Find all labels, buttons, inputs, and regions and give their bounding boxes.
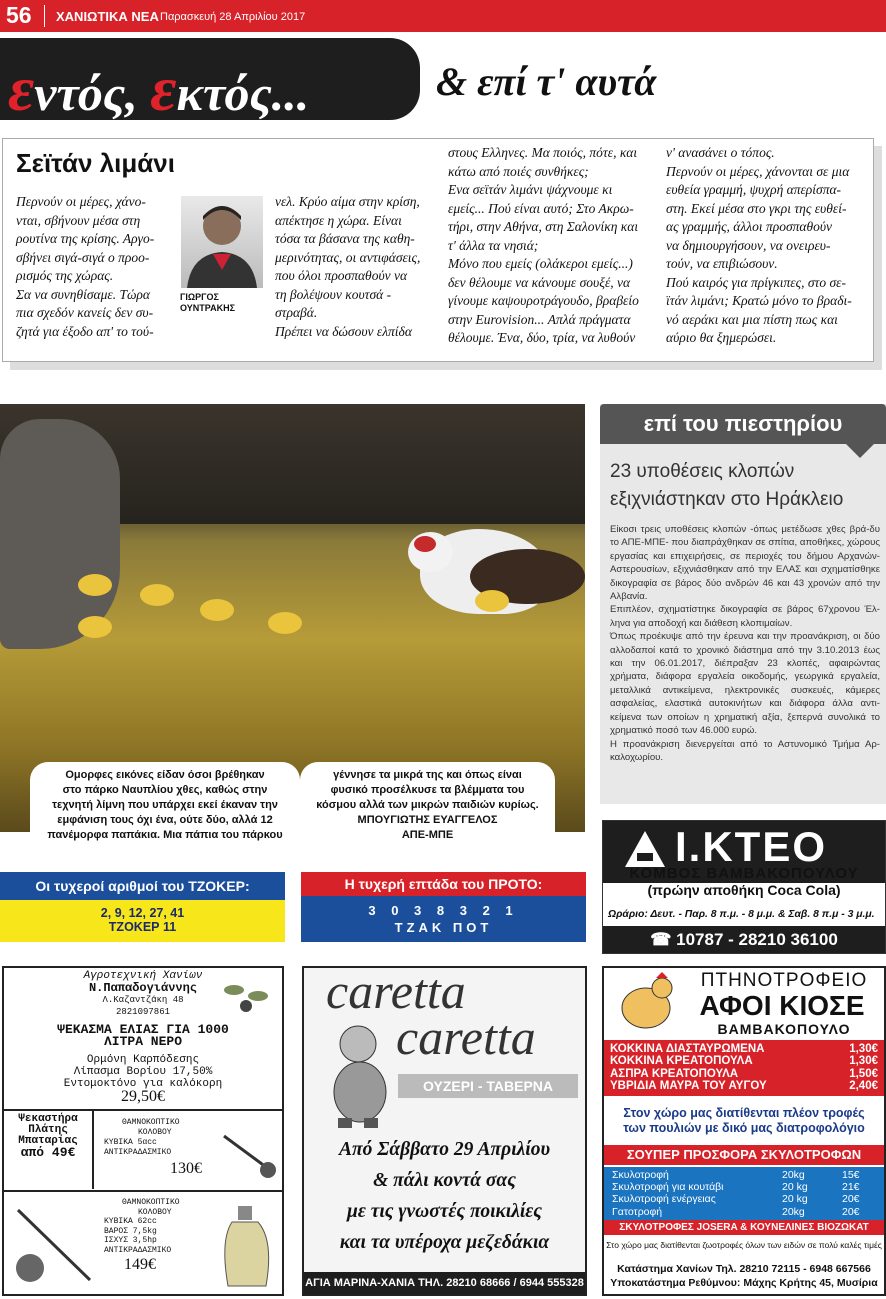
price-row: ΑΣΠΡΑ ΚΡΕΑΤΟΠΟΥΛΑ 1,50€ xyxy=(610,1067,878,1080)
price-row: ΥΒΡΙΔΙΑ ΜΑΥΡΑ ΤΟΥ ΑΥΓΟΥ 2,40€ xyxy=(610,1080,878,1093)
car-triangle-icon xyxy=(623,829,667,869)
food-row: Σκυλοτροφή ενέργειας 20 kg 20€ xyxy=(612,1193,860,1206)
duckling xyxy=(475,590,509,612)
food-row: Σκυλοτροφή 20kg 15€ xyxy=(612,1169,860,1181)
section-banner xyxy=(0,38,420,124)
sidebar-body: Είκοσι τρεις υποθέσεις κλοπών -όπως μετέδωσε χθες βρά-δυ το ΑΠΕ-ΜΠΕ- που διαπράχθηκαν σε σπίτια, αποθήκες, χώρους εργασίας και επιχειρήσεις, σε περιοχές του δήμου Αρχανών-Αστερουσίων, εξιχνιάσθηκαν από την ΕΛΑΣ και σχηματίσθηκε δικογραφία σε βάρος δύο ανδρών 46 και 43 χρονών από την Αλβανία. Επιπλέον, σχηματίστηκε δικογραφία σε βάρος 67χρονου Έλ-ληνα για αποδοχή και διάθεση κλοπιμαίων. Όπως προέκυψε από την έρευνα και την προανάκριση, οι δύο αλλοδαποί κατά το χρονικό διάστημα από την 3.10.2013 έως και την 06.01.2017, διέπραξαν 23 κλοπές, αφαιρώντας χρήματα, διάφορα εργαλεία οικοδομής, γεωργικά εργαλεία, μεταλλικά αντικείμενα, ηλεκτρονικές συσκευές, κάμερες ασφαλείας, ελαστικά αυτοκινήτων και διάφορα άλλα αντι-κείμενα των οποίων η χρηματική αξία, ξεπερνά συνολικά το χρηματικό ποσό των 46.000 ευρώ. Η προανάκριση διενεργείται από το Αστυνομικό Τμήμα Αρ-καλοχωρίου. xyxy=(610,524,880,763)
article-title: Σεϊτάν λιμάνι xyxy=(16,148,175,178)
olive-oil-icon xyxy=(218,1200,280,1290)
section-tagline: & επί τ' αυτά xyxy=(436,59,657,104)
proto-numbers: 3 0 3 8 3 2 1 ΤΖΑΚ ΠΟΤ xyxy=(301,896,586,942)
olive-branch-icon xyxy=(218,974,278,1016)
duckling xyxy=(78,574,112,596)
agro-headline: ΨΕΚΑΣΜΑ ΕΛΙΑΣ ΓΙΑ 1000 ΛΙΤΡΑ ΝΕΡΟ xyxy=(57,1022,229,1049)
header-notch xyxy=(846,444,874,458)
ktea-hours: Ωράριο: Δευτ. - Παρ. 8 π.μ. - 8 μ.μ. & Σαβ. 8 π.μ - 3 μ.μ. xyxy=(608,909,875,920)
poultry-brand: ΑΦΟΙ ΚΙΟΣΕ xyxy=(699,990,865,1021)
poultry-contact: Κατάστημα Χανίων Τηλ. 28210 72115 - 6948 667566 Υποκατάστημα Ρεθύμνου: Μάχης Κρήτης 45, Μυσίρια xyxy=(610,1263,878,1289)
sidebar-title: 23 υποθέσεις κλοπών εξιχνιάστηκαν στο Ηράκλειο xyxy=(610,461,844,510)
price-row: ΚΟΚΚΙΝΑ ΚΡΕΑΤΟΠΟΥΛΑ 1,30€ xyxy=(610,1055,878,1068)
agro-price-2: 130€ xyxy=(170,1160,202,1177)
ktea-logo: Ι.ΚΤΕΟ xyxy=(675,823,828,870)
poultry-title: ΠΤΗΝΟΤΡΟΦΕΙΟ xyxy=(700,970,868,991)
issue-date: Παρασκευή 28 Απριλίου 2017 xyxy=(160,11,306,23)
proto-box xyxy=(301,872,586,942)
author-portrait-icon xyxy=(181,196,263,288)
duckling xyxy=(268,612,302,634)
trimmer-icon xyxy=(220,1130,278,1180)
article-col-2: νελ. Κρύο αίμα στην κρίση, απέκτησε η χώρα. Είναι τόσα τα βάσανα της καθη- μερινότητας, οι αντιφάσεις, που όλοι προσπαθούν να τη βολέψουν κουτσά - στραβά. Πρέπει να δώσουν ελπίδα xyxy=(275,194,421,339)
caretta-footer: ΑΓΙΑ ΜΑΡΙΝΑ-ΧΑΝΙΑ ΤΗΛ. 28210 68666 / 6944 555328 xyxy=(304,1272,585,1294)
caretta-message: Από Σάββατο 29 Απριλίου & πάλι κοντά σας με τις γνωστές ποικιλίες και τα υπέροχα μεζεδάκια xyxy=(338,1139,551,1253)
agro-header: Αγροτεχνική Χανίων Ν.Παπαδογιάννης Λ.Καζαντζάκη 48 2821097861 xyxy=(83,970,203,1017)
phone-icon: ☎ xyxy=(650,930,677,949)
photo-caption-right: γέννησε τα μικρά της και όπως είναι φυσικό προσέλκυσε τα βλέμματα του κόσμου αλλά των μικρών παιδιών κυρίως. ΜΠΟΥΓΙΩΤΗΣ ΕΥΑΓΓΕΛΟΣ ΑΠΕ-ΜΠΕ xyxy=(300,762,555,832)
poultry-location: ΒΑΜΒΑΚΟΠΟΥΛΟ xyxy=(717,1021,851,1037)
tzoker-header: Οι τυχεροί αριθμοί του ΤΖΟΚΕΡ: xyxy=(0,872,285,900)
agro-products: Ορμόνη Καρπόδεσης Λίπασμα Βορίου 17,50% Εντομοκτόνο για καλόκορη xyxy=(63,1054,223,1090)
turtle-mascot-icon xyxy=(318,1022,398,1132)
author-caption: ΓΙΩΡΓΟΣ ΟΥΝΤΡΑΚΗΣ xyxy=(180,292,235,313)
trimmer-1-specs: ΘΑΜΝΟΚΟΠΤΙΚΟ ΚΟΛΟΒΟΥ ΚΥΒΙΚΑ 5αcc ΑΝΤΙΚΡΑΔΑΣΜΙΚΟ xyxy=(104,1118,180,1157)
agro-divider xyxy=(4,1109,282,1111)
caretta-logo: caretta caretta xyxy=(326,963,536,1065)
poultry-note: Στο χώρο μας διατίθενται ζωοτροφές όλων των ειδών σε πολύ καλές τιμές xyxy=(606,1240,882,1250)
author-photo xyxy=(181,196,263,288)
food-row: Σκυλοτροφή για κουτάβι 20 kg 21€ xyxy=(612,1181,860,1194)
sidebar-header: επί του πιεστηρίου xyxy=(600,404,886,444)
sprayer-offer: Ψεκαστήρα Πλάτης Μπαταρίας από 49€ xyxy=(18,1113,78,1160)
newspaper-name: ΧΑΝΙΩΤΙΚΑ ΝΕΑ xyxy=(56,9,159,24)
brands-strip: ΣΚΥΛΟΤΡΟΦΕΣ JOSERA & ΚΟΥΝΕΛΙΝΕΣ ΒΙΟΖΩΚΑΤ xyxy=(604,1220,884,1235)
poultry-message: Στον χώρο μας διατίθενται πλέον τροφές των πουλιών με δικό μας διατροφολόγιο xyxy=(623,1106,865,1135)
dogfood-offer-title: ΣΟΥΠΕΡ ΠΡΟΣΦΟΡΑ ΣΚΥΛΟΤΡΟΦΩΝ xyxy=(604,1145,884,1165)
rooster-icon xyxy=(610,970,680,1034)
ktea-phone: ☎ 10787 - 28210 36100 xyxy=(603,926,885,953)
article-col-1: Περνούν οι μέρες, χάνο- νται, σβήνουν μέσα στη ρουτίνα της κρίσης. Αργο- σβήνει σιγά-σιγά ο προο- ρισμός της χώρας. Σα να συνηθίσαμε. Τώρα πια σχεδόν κανείς δεν συ- ζητά για έξοδο απ' το τού- xyxy=(16,194,155,339)
brushcutter-icon xyxy=(10,1200,100,1290)
agro-vdivider xyxy=(92,1111,94,1189)
photo-caption-left: Ομορφες εικόνες είδαν όσοι βρέθηκαν στο πάρκο Ναυπλίου χθες, καθώς στην τεχνητή λίμνη που υπάρχει εκεί έκαναν την εμφάνιση τους όχι ένα, ούτε δύο, αλλά 12 πανέμορφα παπάκια. Μια πάπια του πάρκου xyxy=(30,762,300,832)
food-row: Γατοτροφή 20kg 20€ xyxy=(612,1205,860,1218)
poultry-price-list xyxy=(604,1040,884,1096)
agro-divider-2 xyxy=(4,1190,282,1192)
duckling xyxy=(140,584,174,606)
page-number: 56 xyxy=(6,2,32,28)
duckling xyxy=(200,599,234,621)
article-col-3: στους Ελληνες. Μα ποιός, πότε, και κάτω από ποιές συνθήκες; Ενα σεϊτάν λιμάνι ψάχνουμε κι εμείς... Πού είναι αυτό; Στο Ακρω- τήρι, στην Αθήνα, στη Σαλονίκη και τ' άλλα τα νησιά; Μόνο που εμείς (ολάκεροι εμείς...) δεν θέλουμε να κάνουμε σουξέ, να γίνουμε καψουροτράγουδο, βραβείο στην Eurovision... Απλά πράγματα θέλουμε. Ένα, δύο, τρία, να λυθούν xyxy=(448,145,639,345)
dogfood-price-list xyxy=(604,1167,884,1220)
agro-price-3: 149€ xyxy=(124,1256,156,1273)
article-col-4: ν' ανασάνει ο τόπος. Περνούν οι μέρες, χάνονται σε μια ευθεία γραμμή, ψυχρή απερίσπα- στη. Εκεί μέσα στο γκρι της ευθεί- ας γραμμής, άλλοι προσπαθούν να δημιουργήσουν, να ονειρευ- τούν, να επιβιώσουν. Πού καιρός για πρίγκιπες, στο σε- ϊτάν λιμάνι; Κρατώ μόνο το βραδι- νό αεράκι και μια πίστη πως και αύριο θα ξημερώσει. xyxy=(666,145,852,345)
section-title: εντός, εκτός... xyxy=(8,53,310,124)
tzoker-box xyxy=(0,872,285,942)
duckling xyxy=(78,616,112,638)
agro-price-1: 29,50€ xyxy=(121,1088,165,1105)
header-divider xyxy=(44,5,45,27)
proto-header: Η τυχερή επτάδα του ΠΡΟΤΟ: xyxy=(301,872,586,896)
tzoker-numbers: 2, 9, 12, 27, 41 ΤΖΟΚΕΡ 11 xyxy=(0,900,285,942)
price-row: ΚΟΚΚΙΝΑ ΔΙΑΣΤΑΥΡΩΜΕΝΑ 1,30€ xyxy=(610,1043,878,1055)
trimmer-2-specs: ΘΑΜΝΟΚΟΠΤΙΚΟ ΚΟΛΟΒΟΥ ΚΥΒΙΚΑ 62cc ΒΑΡΟΣ 7,5kg ΙΣΧΥΣ 3,5hp ΑΝΤΙΚΡΑΔΑΣΜΙΚΟ xyxy=(104,1198,180,1255)
caretta-subtitle: ΟΥΖΕΡΙ - ΤΑΒΕΡΝΑ xyxy=(398,1074,578,1098)
duck-face xyxy=(414,536,436,552)
ktea-address: ΚΟΜΒΟΣ ΒΑΜΒΑΚΟΠΟΥΛΟΥ (πρώην αποθήκη Coca Cola) xyxy=(629,865,859,898)
rock-foreground xyxy=(0,419,120,649)
top-bar xyxy=(0,0,886,32)
